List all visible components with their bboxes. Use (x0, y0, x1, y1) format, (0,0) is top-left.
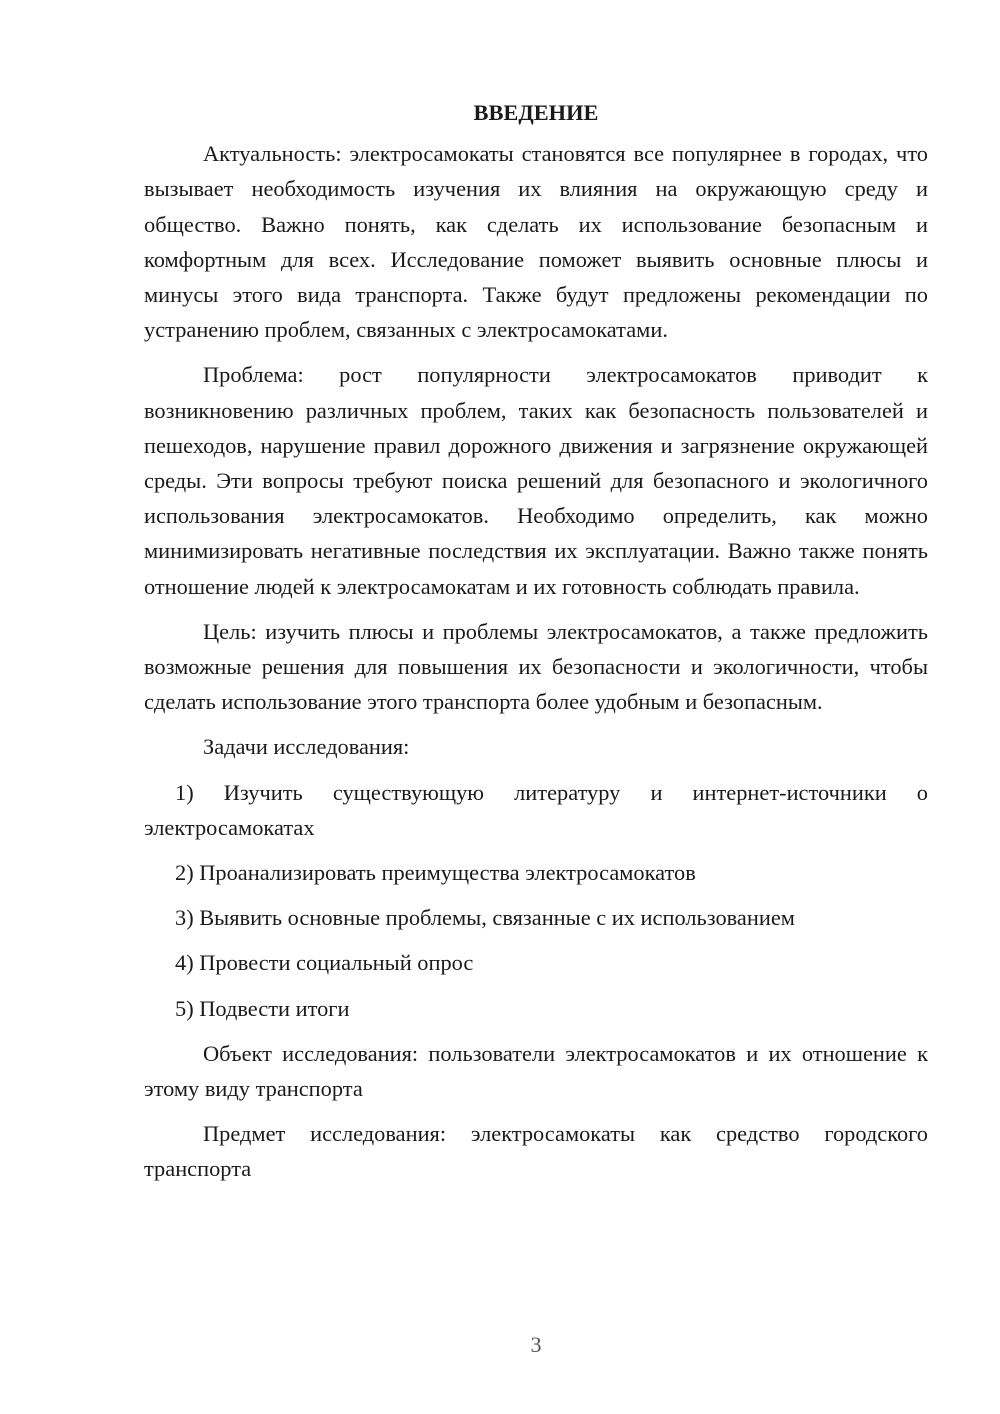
task-item-3: 3) Выявить основные проблемы, связанные с их использованием (175, 905, 795, 931)
paragraph-goal: Цель: изучить плюсы и проблемы электросамокатов, а также предложить возможные решения для повышения их безопасности и экологичности, чтобы сделать использование этого транспорта более удобным и безопасным. (144, 618, 928, 715)
paragraph-object: Объект исследования: пользователи электросамокатов и их отношение к этому виду транспорта (144, 1040, 928, 1102)
tasks-title: Задачи исследования: (203, 734, 410, 760)
task-item-5: 5) Подвести итоги (175, 995, 350, 1021)
task-item-2: 2) Проанализировать преимущества электросамокатов (175, 860, 696, 886)
paragraph-subject: Предмет исследования: электросамокаты как средство городского транспорта (144, 1121, 928, 1182)
page-content (144, 95, 928, 1197)
page-number: 3 (530, 1332, 542, 1357)
paragraph-problem: Проблема: рост популярности электросамокатов приводит к возникновению различных проблем, таких как безопасность пользователей и пешеходов, нарушение правил дорожного движения и загрязнение окружающей среды. Эти вопросы требуют поиска решений для безопасного и экологичного использования электросамокатов. Необходимо определить, как можно минимизировать негативные последствия их эксплуатации. Важно также понять отношение людей к электросамокатам и их готовность соблюдать правила. (144, 362, 928, 599)
paragraph-relevance: Актуальность: электросамокаты становятся все популярнее в городах, что вызывает необходимость изучения их влияния на окружающую среду и общество. Важно понять, как сделать их использование безопасным и комфортным для всех. Исследование поможет выявить основные плюсы и минусы этого вида транспорта. Также будут предложены рекомендации по устранению проблем, связанных с электросамокатами. (144, 141, 928, 343)
section-heading: ВВЕДЕНИЕ (473, 100, 599, 125)
task-item-1: 1) Изучить существующую литературу и интернет-источники о электросамокатах (144, 779, 928, 840)
task-item-4: 4) Провести социальный опрос (175, 950, 474, 976)
